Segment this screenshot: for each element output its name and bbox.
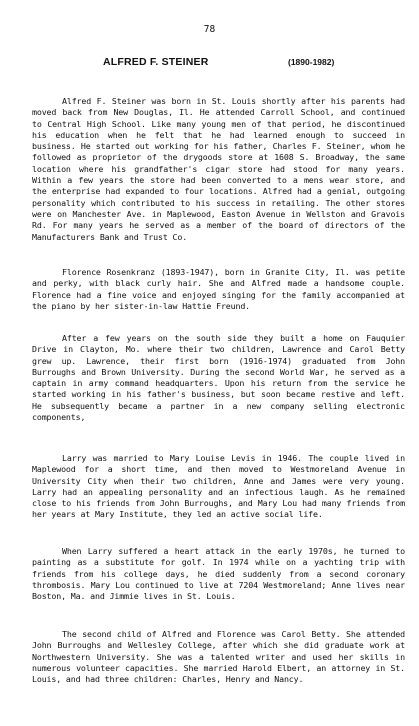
paragraph-4: [32, 453, 405, 521]
paragraph-1: [32, 96, 405, 243]
paragraph-3-text: After a few years on the south side they built a home on Fauquier Drive in Clayton, Mo. where their two children, Lawrence and Carol Betty grew up. Lawrence, their first born (1916-1974) graduated from John Burroughs and Brown University. During the second World War, he served as a captain in army command headquarters. Upon his return from the service he started working in his father's business, but soon became restive and left. He subsequently became a partner in a new company selling electronic components,: [32, 333, 405, 423]
paragraph-2: [32, 267, 405, 312]
page-number: 78: [203, 24, 216, 35]
paragraph-3: [32, 333, 405, 423]
paragraph-1-text: Alfred F. Steiner was born in St. Louis shortly after his parents had moved back from New Douglas, Il. He attended Carroll School, and continued to Central High School. Like many young men of that period, he discontinued his education when he felt that he had learned enough to succeed in business. He started out working for his father, Charles F. Steiner, whom he followed as proprietor of the drygoods store at 1608 S. Broadway, the same location where his grandfather's cigar store had stood for many years. Within a few years the store had been converted to a mens wear store, and the enterprise had expanded to four locations. Alfred had a genial, outgoing personality which contributed to his success in retailing. The other stores were on Manchester Ave. in Maplewood, Easton Avenue in Wellston and Gravois Rd. For many years he served as a member of the board of directors of the Manufacturers Bank and Trust Co.: [32, 96, 405, 242]
heading-dates: (1890-1982): [288, 57, 335, 67]
section-heading: [0, 56, 419, 70]
paragraph-6-text: The second child of Alfred and Florence was Carol Betty. She attended John Burroughs and Wellesley College, after which she did graduate work at Northwestern University. She was a talented writer and used her skills in numerous volunteer capacities. She married Harold Elbert, an attorney in St. Louis, and had three children: Charles, Henry and Nancy.: [32, 629, 405, 685]
paragraph-6: [32, 629, 405, 685]
heading-name: ALFRED F. STEINER: [103, 56, 209, 68]
paragraph-5: [32, 546, 405, 602]
paragraph-5-text: When Larry suffered a heart attack in the early 1970s, he turned to painting as a substitute for golf. In 1974 while on a yachting trip with friends from his college days, he died suddenly from a second coronary thrombosis. Mary Lou continued to live at 7204 Westmoreland; Anne lives near Boston, Ma. and Jimmie lives in St. Louis.: [32, 546, 405, 602]
paragraph-4-text: Larry was married to Mary Louise Levis in 1946. The couple lived in Maplewood for a short time, and then moved to Westmoreland Avenue in University City when their two children, Anne and James were very young. Larry had an appealing personality and an infectious laugh. As he remained close to his friends from John Burroughs, and Mary Lou had many friends from her years at Mary Institute, they led an active social life.: [32, 453, 405, 520]
paragraph-2-text: Florence Rosenkranz (1893-1947), born in Granite City, Il. was petite and perky, with black curly hair. She and Alfred made a handsome couple. Florence had a fine voice and enjoyed singing for the family accompanied at the piano by her sister-in-law Hattie Freund.: [32, 267, 405, 311]
